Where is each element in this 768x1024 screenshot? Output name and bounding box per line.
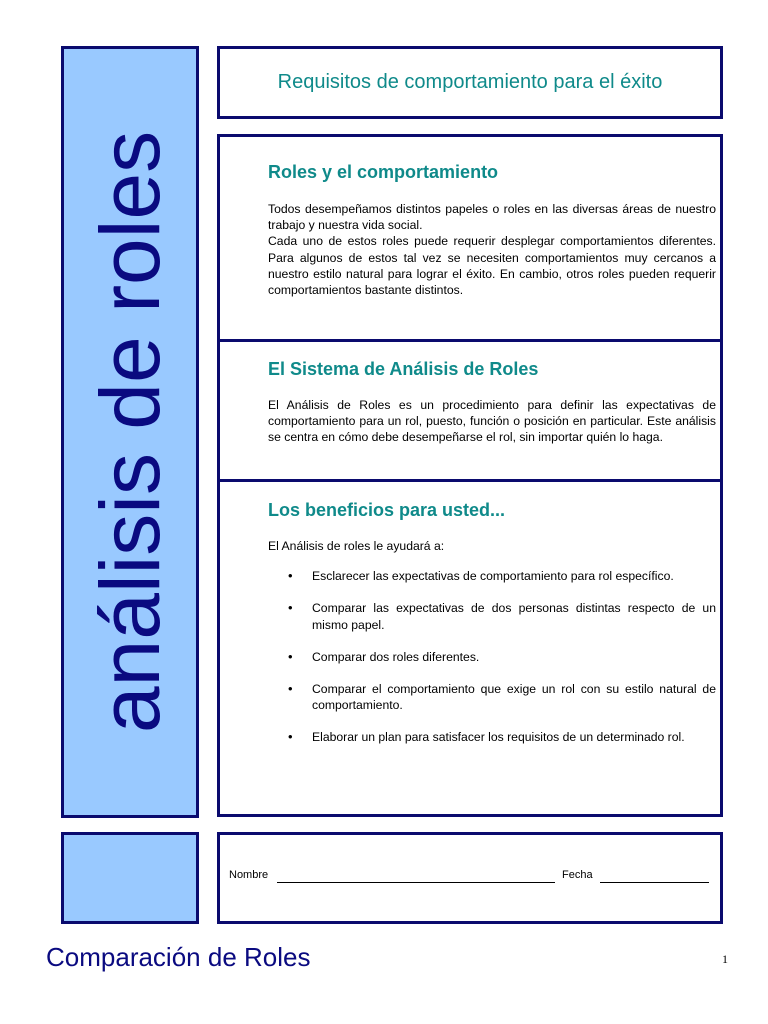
list-item: • Comparar las expectativas de dos personas distintas respecto de un mismo papel. [288, 600, 716, 632]
footer-title: Comparación de Roles [46, 942, 311, 972]
date-label: Fecha [562, 869, 593, 881]
section-divider [220, 339, 720, 342]
section-title: Los beneficios para usted... [268, 500, 506, 520]
bottom-color-block [61, 832, 199, 924]
section-title: El Sistema de Análisis de Roles [268, 359, 539, 379]
header-box [217, 46, 723, 119]
benefits-list [268, 568, 716, 745]
content-box [217, 134, 723, 817]
section-roles-comportamiento [220, 162, 720, 298]
list-item: • Comparar el comportamiento que exige un rol con su estilo natural de comportamiento. [288, 681, 716, 713]
name-date-form [217, 832, 723, 924]
bullet-icon: • [288, 568, 293, 584]
section-title: Roles y el comportamiento [268, 162, 499, 182]
sidebar-title: análisis de roles [83, 130, 177, 734]
bullet-icon: • [288, 648, 293, 664]
page-title: Requisitos de comportamiento para el éxito [277, 71, 663, 93]
section-divider [220, 479, 720, 482]
bullet-icon: • [288, 681, 293, 697]
list-item: • Esclarecer las expectativas de comportamiento para rol específico. [288, 568, 674, 584]
section-beneficios [220, 500, 720, 762]
section-body: Todos desempeñamos distintos papeles o roles en las diversas áreas de nuestro trabajo y nuestra vida social. Cada uno de estos roles puede requerir desplegar comportamientos diferentes. Para algunos de estos tal vez se necesiten comportamientos muy cercanos a nuestro estilo natural para lograr el éxito. En cambio, otros roles pueden requerir comportamientos bastante distintos. [268, 202, 716, 298]
bullet-icon: • [288, 600, 293, 616]
section-sistema-analisis [220, 359, 720, 446]
date-field[interactable] [600, 882, 709, 883]
list-item: • Comparar dos roles diferentes. [288, 648, 480, 664]
list-item: • Elaborar un plan para satisfacer los requisitos de un determinado rol. [288, 729, 685, 745]
bullet-icon: • [288, 729, 293, 745]
page-number: 1 [722, 952, 728, 966]
name-field[interactable] [277, 882, 555, 883]
section-body: El Análisis de Roles es un procedimiento para definir las expectativas de comportamiento para un rol, puesto, función o posición en particular. Este análisis se centra en cómo debe desempeñarse el rol, sin importar quién lo haga. [268, 398, 716, 445]
name-label: Nombre [229, 869, 269, 881]
section-body: El Análisis de roles le ayudará a: [268, 539, 445, 553]
sidebar-panel [61, 46, 199, 818]
